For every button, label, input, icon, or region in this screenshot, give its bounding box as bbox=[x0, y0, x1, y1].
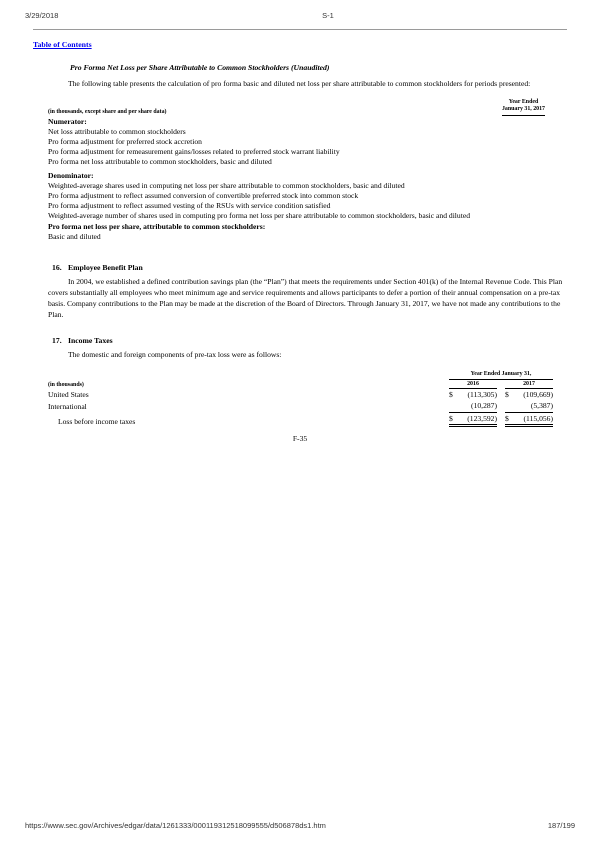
pretax-row-label: Loss before income taxes bbox=[58, 416, 136, 426]
pretax-col-header-2017: 2017 bbox=[505, 381, 553, 389]
pretax-year-headers bbox=[449, 371, 553, 389]
pretax-loss-table bbox=[48, 371, 567, 428]
section-17-heading bbox=[52, 336, 567, 346]
pro-forma-table-rows bbox=[48, 117, 567, 242]
currency-symbol: $ bbox=[449, 389, 453, 399]
pretax-row-label: International bbox=[48, 402, 87, 412]
amount-value: (5,387) bbox=[530, 401, 553, 411]
pretax-value-cell bbox=[449, 389, 497, 401]
currency-symbol: $ bbox=[505, 413, 509, 423]
print-footer-url: https://www.sec.gov/Archives/edgar/data/1261333/000119312518099555/d506878ds1.htm bbox=[25, 821, 326, 830]
pro-forma-table-row: Numerator: bbox=[48, 116, 87, 126]
amount-value: (113,305) bbox=[467, 389, 497, 399]
year-header-line2: January 31, 2017 bbox=[502, 106, 545, 115]
pretax-loss-table-row bbox=[48, 400, 567, 413]
pro-forma-heading: Pro Forma Net Loss per Share Attributable to Common Stockholders (Unaudited) bbox=[70, 63, 330, 73]
pretax-row-label: United States bbox=[48, 389, 89, 399]
pretax-loss-table-row bbox=[48, 389, 567, 401]
amount-value: (115,056) bbox=[523, 413, 553, 423]
print-header-title: S-1 bbox=[322, 11, 334, 20]
section-16-heading bbox=[52, 263, 567, 273]
pretax-value-cell bbox=[449, 413, 497, 428]
print-footer-page-indicator: 187/199 bbox=[547, 821, 575, 830]
pro-forma-table-row: Basic and diluted bbox=[48, 231, 101, 241]
pro-forma-table-row: Net loss attributable to common stockholders bbox=[48, 126, 186, 136]
pro-forma-table-row: Pro forma net loss attributable to common stockholders, basic and diluted bbox=[48, 156, 272, 166]
pro-forma-units-note: (in thousands, except share and per share data) bbox=[48, 108, 167, 115]
pretax-loss-table-header bbox=[48, 371, 567, 389]
section-16-number: 16. bbox=[52, 262, 62, 272]
pro-forma-year-header bbox=[502, 99, 545, 115]
amount-value: (123,592) bbox=[467, 413, 497, 423]
document-content bbox=[33, 40, 567, 444]
section-17-number: 17. bbox=[52, 335, 62, 345]
pretax-value-cell bbox=[505, 413, 553, 428]
document-page-number: F-35 bbox=[292, 434, 308, 444]
section-17-body: The domestic and foreign components of pre-tax loss were as follows: bbox=[68, 349, 282, 359]
pro-forma-intro-paragraph: The following table presents the calculation of pro forma basic and diluted net loss per share attributable to common stockholders for periods presented: bbox=[68, 79, 531, 89]
pretax-loss-table-rows bbox=[48, 389, 567, 428]
section-16-title: Employee Benefit Plan bbox=[68, 262, 143, 272]
pro-forma-table-row: Pro forma adjustment to reflect assumed vesting of the RSUs with service condition satisfied bbox=[48, 201, 331, 211]
section-17-title: Income Taxes bbox=[68, 335, 113, 345]
pretax-col-header-2016: 2016 bbox=[449, 381, 497, 389]
pretax-units-note: (in thousands) bbox=[48, 381, 84, 388]
pro-forma-table-header bbox=[48, 99, 567, 115]
pro-forma-table-row: Pro forma adjustment to reflect assumed conversion of convertible preferred stock into common stock bbox=[48, 191, 359, 201]
section-16-body: In 2004, we established a defined contribution savings plan (the “Plan”) that meets the requirements under Section 401(k) of the Internal Revenue Code. This Plan covers substantially all employees who meet minimum age and service requirements and allows participants to defer a portion of their annual compensation on a pre-tax basis. Company contributions to the Plan may be made at the discretion of the Board of Directors. Through January 31, 2017, we have not made any contributions to the Plan. bbox=[48, 276, 563, 319]
pro-forma-table-row: Pro forma net loss per share, attributable to common stockholders: bbox=[48, 221, 266, 231]
pretax-value-cell bbox=[449, 400, 497, 413]
pro-forma-table-row: Weighted-average shares used in computing net loss per share attributable to common stockholders, basic and diluted bbox=[48, 181, 405, 191]
pretax-value-cell bbox=[505, 389, 553, 401]
currency-symbol: $ bbox=[449, 413, 453, 423]
print-header-date: 3/29/2018 bbox=[25, 11, 59, 20]
pretax-span-header: Year Ended January 31, bbox=[449, 371, 553, 380]
amount-value: (109,669) bbox=[523, 389, 553, 399]
currency-symbol: $ bbox=[505, 389, 509, 399]
pretax-loss-table-row bbox=[48, 413, 567, 428]
pro-forma-table-row: Pro forma adjustment for preferred stock accretion bbox=[48, 136, 202, 146]
header-divider bbox=[33, 29, 567, 30]
pro-forma-table-row: Denominator: bbox=[48, 171, 94, 181]
pro-forma-table-row: Weighted-average number of shares used in computing pro forma net loss per share attributable to common stockholders, basic and diluted bbox=[48, 211, 470, 221]
year-header-line1: Year Ended bbox=[508, 99, 539, 106]
amount-value: (10,287) bbox=[471, 401, 497, 411]
pro-forma-table-row: Pro forma adjustment for remeasurement gains/losses related to preferred stock warrant liability bbox=[48, 146, 340, 156]
pretax-value-cell bbox=[505, 400, 553, 413]
table-of-contents-link[interactable]: Table of Contents bbox=[33, 40, 92, 49]
pro-forma-table bbox=[48, 99, 567, 242]
